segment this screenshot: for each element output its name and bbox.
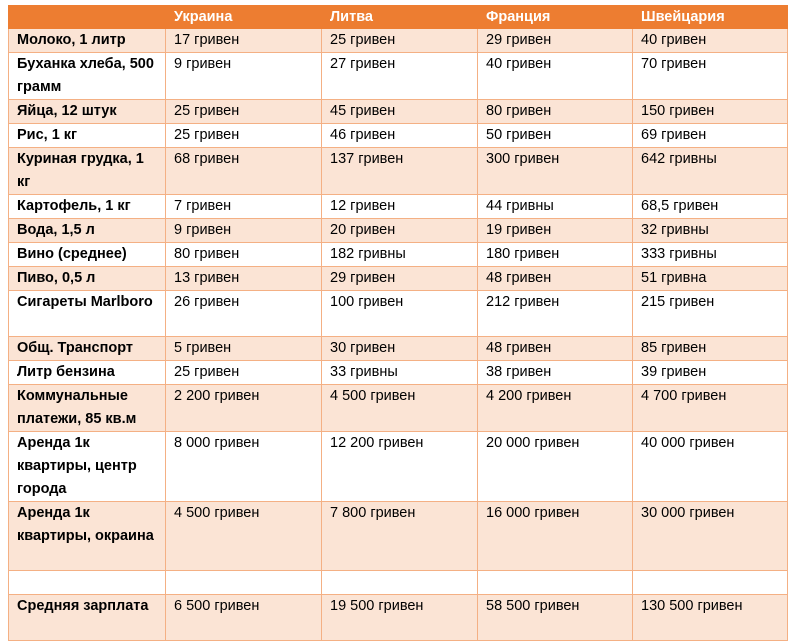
row-label: Куриная грудка, 1 кг (9, 148, 166, 195)
table-cell: 30 000 гривен (633, 502, 788, 571)
table-cell: 29 гривен (478, 29, 633, 53)
table-row-empty (9, 571, 788, 595)
header-cell: Украина (166, 6, 322, 29)
table-row (9, 219, 788, 243)
row-label: Рис, 1 кг (9, 124, 166, 148)
table-cell: 85 гривен (633, 337, 788, 361)
row-label: Аренда 1к квартиры, центр города (9, 432, 166, 502)
table-row (9, 361, 788, 385)
table-row (9, 291, 788, 337)
table-row (9, 29, 788, 53)
table-cell: 182 гривны (322, 243, 478, 267)
table-cell: 4 200 гривен (478, 385, 633, 432)
table-cell: 68,5 гривен (633, 195, 788, 219)
table-cell: 32 гривны (633, 219, 788, 243)
row-label: Аренда 1к квартиры, окраина (9, 502, 166, 571)
table-cell: 9 гривен (166, 53, 322, 100)
table-cell: 17 гривен (166, 29, 322, 53)
table-cell: 25 гривен (322, 29, 478, 53)
table-cell: 4 500 гривен (166, 502, 322, 571)
table-cell: 180 гривен (478, 243, 633, 267)
table-cell: 29 гривен (322, 267, 478, 291)
table-cell: 8 000 гривен (166, 432, 322, 502)
header-cell (9, 6, 166, 29)
row-label: Средняя зарплата (9, 595, 166, 641)
table-cell (633, 571, 788, 595)
table-row (9, 267, 788, 291)
table-cell: 51 гривна (633, 267, 788, 291)
table-row (9, 148, 788, 195)
table-cell: 20 гривен (322, 219, 478, 243)
table-cell: 44 гривны (478, 195, 633, 219)
table-row (9, 385, 788, 432)
table-cell: 27 гривен (322, 53, 478, 100)
table-cell: 333 гривны (633, 243, 788, 267)
table-cell: 58 500 гривен (478, 595, 633, 641)
table-cell: 39 гривен (633, 361, 788, 385)
table-cell: 7 800 гривен (322, 502, 478, 571)
table-row (9, 124, 788, 148)
table-cell: 40 гривен (478, 53, 633, 100)
table-row (9, 337, 788, 361)
table-cell: 137 гривен (322, 148, 478, 195)
table-cell: 20 000 гривен (478, 432, 633, 502)
table-cell: 26 гривен (166, 291, 322, 337)
header-cell: Швейцария (633, 6, 788, 29)
row-label: Литр бензина (9, 361, 166, 385)
table-cell: 5 гривен (166, 337, 322, 361)
table-cell: 38 гривен (478, 361, 633, 385)
table-cell (322, 571, 478, 595)
row-label (9, 571, 166, 595)
table-cell: 16 000 гривен (478, 502, 633, 571)
table-cell: 7 гривен (166, 195, 322, 219)
header-row (9, 6, 788, 29)
table-cell: 4 700 гривен (633, 385, 788, 432)
table-cell: 50 гривен (478, 124, 633, 148)
table-cell: 80 гривен (478, 100, 633, 124)
table-row (9, 195, 788, 219)
table-row (9, 243, 788, 267)
table-cell: 25 гривен (166, 100, 322, 124)
table-cell: 30 гривен (322, 337, 478, 361)
table-cell: 25 гривен (166, 124, 322, 148)
table-row (9, 595, 788, 641)
table-cell: 130 500 гривен (633, 595, 788, 641)
table-cell: 45 гривен (322, 100, 478, 124)
table-row (9, 53, 788, 100)
table-cell: 2 200 гривен (166, 385, 322, 432)
table-cell: 40 000 гривен (633, 432, 788, 502)
row-label: Сигареты Marlboro (9, 291, 166, 337)
row-label: Буханка хлеба, 500 грамм (9, 53, 166, 100)
table-row (9, 100, 788, 124)
table-cell: 69 гривен (633, 124, 788, 148)
table-cell: 70 гривен (633, 53, 788, 100)
table-cell: 212 гривен (478, 291, 633, 337)
table-cell: 33 гривны (322, 361, 478, 385)
table-cell: 12 гривен (322, 195, 478, 219)
price-comparison-table (8, 5, 788, 641)
table-cell: 12 200 гривен (322, 432, 478, 502)
table-cell: 25 гривен (166, 361, 322, 385)
table-cell: 48 гривен (478, 337, 633, 361)
row-label: Яйца, 12 штук (9, 100, 166, 124)
table-cell: 40 гривен (633, 29, 788, 53)
table-cell: 80 гривен (166, 243, 322, 267)
table-cell (166, 571, 322, 595)
table-cell: 4 500 гривен (322, 385, 478, 432)
header-cell: Франция (478, 6, 633, 29)
row-label: Картофель, 1 кг (9, 195, 166, 219)
table-cell: 19 500 гривен (322, 595, 478, 641)
table-cell: 6 500 гривен (166, 595, 322, 641)
table-cell: 9 гривен (166, 219, 322, 243)
table-cell: 150 гривен (633, 100, 788, 124)
row-label: Вода, 1,5 л (9, 219, 166, 243)
table-cell: 13 гривен (166, 267, 322, 291)
row-label: Коммунальные платежи, 85 кв.м (9, 385, 166, 432)
table-cell: 68 гривен (166, 148, 322, 195)
table-cell: 100 гривен (322, 291, 478, 337)
table-cell: 19 гривен (478, 219, 633, 243)
table-row (9, 432, 788, 502)
table-cell: 46 гривен (322, 124, 478, 148)
row-label: Общ. Транспорт (9, 337, 166, 361)
table-cell: 48 гривен (478, 267, 633, 291)
table-cell: 642 гривны (633, 148, 788, 195)
table-cell (478, 571, 633, 595)
table-row (9, 502, 788, 571)
row-label: Пиво, 0,5 л (9, 267, 166, 291)
row-label: Вино (среднее) (9, 243, 166, 267)
table-cell: 215 гривен (633, 291, 788, 337)
header-cell: Литва (322, 6, 478, 29)
row-label: Молоко, 1 литр (9, 29, 166, 53)
table-cell: 300 гривен (478, 148, 633, 195)
